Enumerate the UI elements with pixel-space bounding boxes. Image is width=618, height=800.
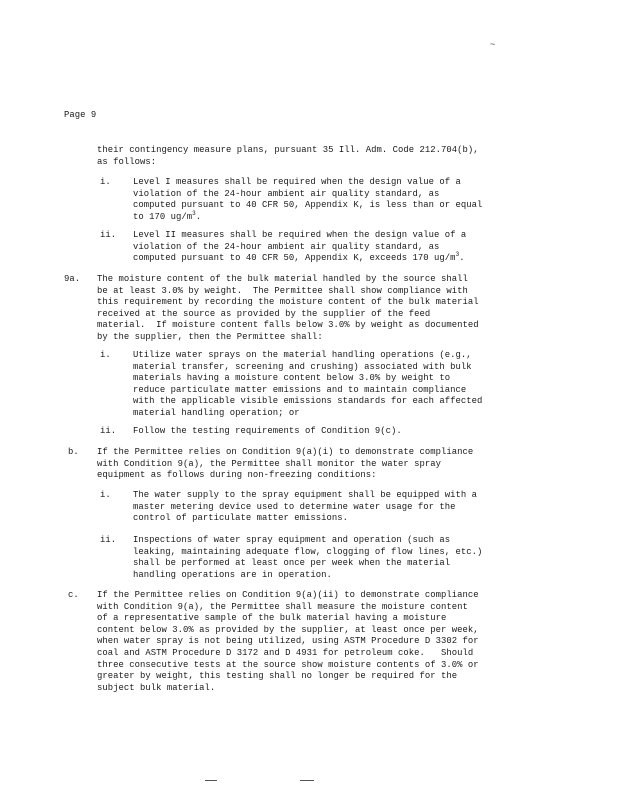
scan-artifact [205,780,217,781]
condition-label: b. [68,447,79,457]
scan-artifact [300,780,314,781]
condition-text: If the Permittee relies on Condition 9(a)(ii) to demonstrate compliance with Condition 9(a), the Permittee shall measure the moisture content of a representative sample of the bulk material having a moisture content below 3.0% as provided by the supplier, at least once per week, when water spray is not being utilized, using ASTM Procedure D 3302 for coal and ASTM Procedure D 3172 and D 4931 for petroleum coke. Should three consecutive tests at the source show moisture contents of 3.0% or greater by weight, this testing shall no longer be required for the subject bulk material. [97,590,479,693]
intro-paragraph: their contingency measure plans, pursuant 35 Ill. Adm. Code 212.704(b), as follows: [97,145,479,167]
condition-label: 9a. [64,274,81,284]
condition-item-text: Follow the testing requirements of Condition 9(c). [133,426,402,436]
condition-item-label: ii. [100,426,117,436]
condition-item-text: Utilize water sprays on the material handling operations (e.g., material transfer, screening and crushing) associated with bulk materials having a moisture content below 3.0% by weight to reduce particulate matter emissions and to maintain compliance with the applicable visible emissions standards for each affected material handling operation; or [133,350,483,418]
level-item-text: Level I measures shall be required when the design value of a violation of the 24-hour ambient air quality standard, as computed pursuant to 40 CFR 50, Appendix K, is less than or equal to 170 $ug/m^3$. [133,177,483,222]
condition-text: If the Permittee relies on Condition 9(a)(i) to demonstrate compliance with Condition 9(a), the Permittee shall monitor the water spray equipment as follows during non-freezing conditions: [97,447,474,481]
level-item-text: Level II measures shall be required when the design value of a violation of the 24-hour ambient air quality standard, as computed pursuant to 40 CFR 50, Appendix K, exceeds 170 $ug/m^3$. [133,230,467,264]
condition-item-text: Inspections of water spray equipment and operation (such as leaking, maintaining adequate flow, clogging of flow lines, etc.) shall be performed at least once per week when the material handling operations are in operation. [133,535,483,580]
level-item-label: ii. [100,230,117,240]
condition-item-label: ii. [100,535,117,545]
condition-item-text: The water supply to the spray equipment shall be equipped with a master metering device used to determine water usage for the control of particulate matter emissions. [133,490,478,524]
page-number: Page 9 [64,110,97,120]
condition-text: The moisture content of the bulk material handled by the source shall be at least 3.0% by weight. The Permittee shall show compliance with this requirement by recording the moisture content of the bulk material received at the source as provided by the supplier of the feed material. If moisture content falls below 3.0% by weight as documented by the supplier, then the Permittee shall: [97,274,479,342]
condition-item-label: i. [100,350,111,360]
level-item-label: i. [100,177,111,187]
corner-mark: ~ [490,40,496,50]
condition-label: c. [68,590,79,600]
condition-item-label: i. [100,490,111,500]
